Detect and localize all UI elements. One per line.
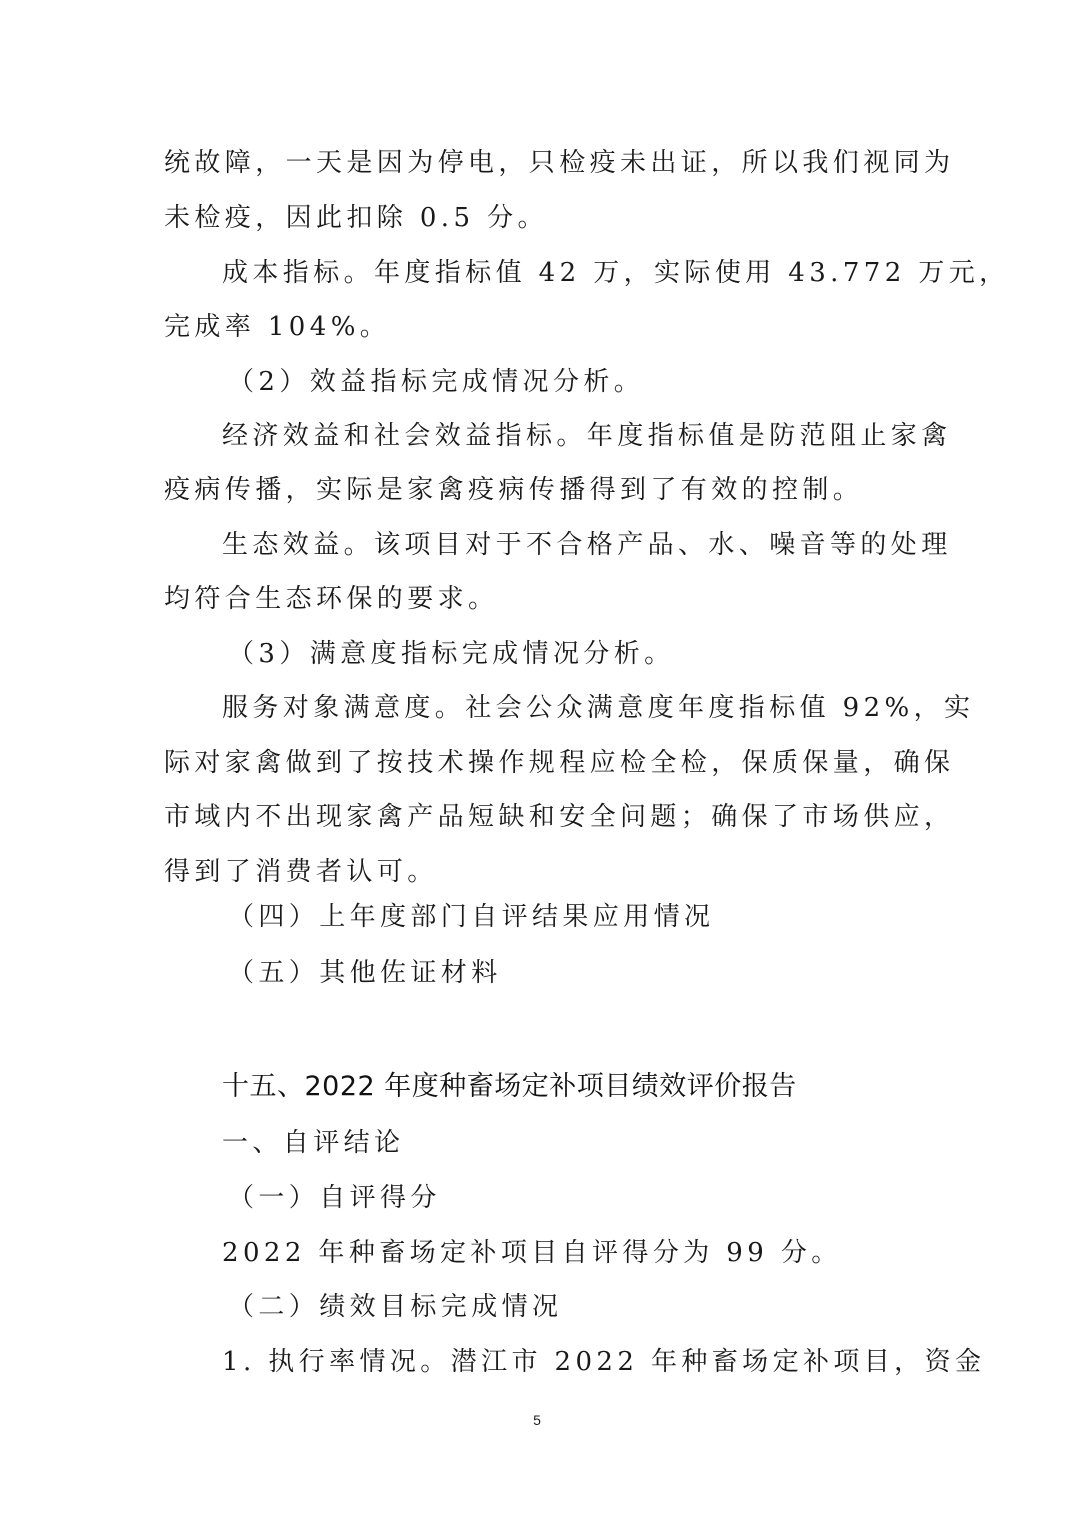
subheading-four: （四）上年度部门自评结果应用情况 (228, 902, 715, 932)
score-paragraph: 2022 年种畜场定补项目自评得分为 99 分。 (222, 1238, 842, 1268)
section-title: 十五、2022 年度种畜场定补项目绩效评价报告 (222, 1071, 797, 1102)
subheading-five: （五）其他佐证材料 (228, 958, 502, 988)
paragraph-line: 经济效益和社会效益指标。年度指标值是防范阻止家禽 (222, 421, 952, 451)
page-number: 5 (533, 1412, 541, 1428)
paragraph-line: 际对家禽做到了按技术操作规程应检全检，保质保量，确保 (164, 748, 955, 778)
section-subheading: 一、自评结论 (222, 1128, 405, 1158)
subheading-satisfaction: （3）满意度指标完成情况分析。 (228, 639, 675, 669)
paragraph-line: 得到了消费者认可。 (164, 857, 438, 887)
paragraph-line: 未检疫，因此扣除 0.5 分。 (164, 203, 548, 233)
subheading-benefit: （2）效益指标完成情况分析。 (228, 367, 645, 397)
section-subheading: （一）自评得分 (228, 1183, 441, 1213)
paragraph-line: 生态效益。该项目对于不合格产品、水、噪音等的处理 (222, 530, 952, 560)
paragraph-line: 完成率 104%。 (164, 312, 391, 342)
paragraph-line: 均符合生态环保的要求。 (164, 584, 499, 614)
paragraph-line: 统故障，一天是因为停电，只检疫未出证，所以我们视同为 (164, 148, 955, 178)
paragraph-line: 服务对象满意度。社会公众满意度年度指标值 92%，实 (222, 693, 975, 723)
paragraph-line: 成本指标。年度指标值 42 万，实际使用 43.772 万元， (222, 258, 1010, 288)
execution-paragraph: 1. 执行率情况。潜江市 2022 年种畜场定补项目，资金 (222, 1347, 986, 1377)
paragraph-line: 市域内不出现家禽产品短缺和安全问题；确保了市场供应， (164, 802, 955, 832)
paragraph-line: 疫病传播，实际是家禽疫病传播得到了有效的控制。 (164, 475, 864, 505)
section-subheading: （二）绩效目标完成情况 (228, 1292, 563, 1322)
